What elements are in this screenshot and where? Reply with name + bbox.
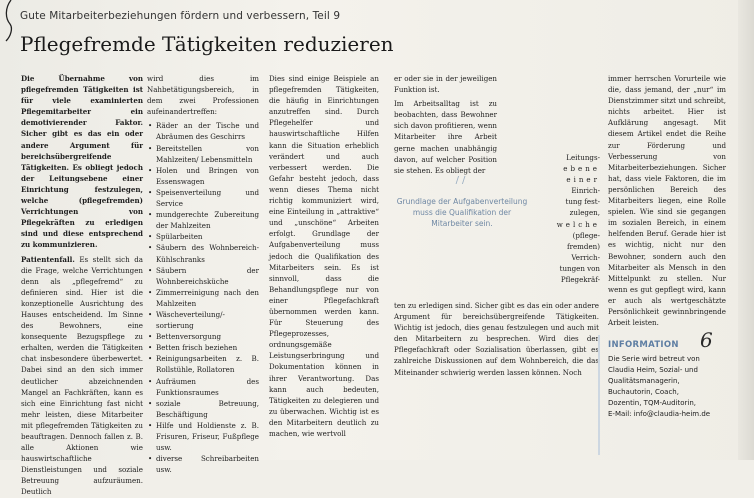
paragraph-lead: Patientenfall.	[21, 254, 75, 264]
series-number: 6	[700, 328, 713, 352]
list-item: • soziale Betreuung, Beschäftigung	[147, 398, 259, 420]
body-paragraph: ten zu erledigen sind. Sicher gibt es das ein oder andere Argument für bereichsübergreifende Tätigkeiten. Wichtig ist jedoch, dies genau festzulegen und auch mit den Mitarbeitern zu besprechen. Wird dies der Pflegefachkraft oder Sozialisation überlassen, gibt es zahlreiche Diskussionen auf dem Wohnbereich, die das Miteinander schwierig werden lassen können. Noch	[394, 301, 599, 377]
body-paragraph: Im Arbeitsalltag ist zu beobachten, dass Bewohner sich davon profitieren, wenn Mitarbeiter ihre Arbeit gerne machen unabhängig davon, auf welcher Position sie stehen. Es obliegt der	[394, 99, 497, 175]
info-line: Qualitätsmanagerin,	[608, 377, 680, 385]
body-paragraph: immer herrschen Vorurteile wie die, dass jemand, der „nur“ im Dienstzimmer sitzt und schreibt, nichts arbeitet. Hier ist Aufklärung angesagt. Mit diesem Artikel endet die Reihe zur Förderung und Verbesserung von Mitarbeiterbeziehungen. Sicher hat, dass viele Faktoren, die im persönlichen Bereich des Mitarbeiters liegen, eine Rolle spielen. Wie sind sie gegangen im sozialen Bereich, in einem helfenden Beruf. Gerade hier ist es wichtig, nicht nur den Bewohner, sondern auch den Mitarbeiter als Mensch in den Mittelpunkt zu stellen. Nur wenn es gut gepflegt wird, kann er auch als wertgeschätzte Persönlichkeit gewinnbringende Arbeit leisten.	[608, 74, 726, 328]
list-item: • Reinigungsarbeiten z. B. Rollstühle, Rollatoren	[147, 353, 259, 375]
spread-line: fremden)	[566, 241, 600, 251]
spread-line: ebene	[563, 164, 600, 174]
list-item: • Bettenversorgung	[147, 331, 259, 342]
clip-hook-icon	[3, 0, 15, 42]
list-item: • Säubern der Wohnbereichsküche	[147, 265, 259, 287]
info-body	[608, 354, 734, 420]
list-item: • Aufräumen des Funktionsraumes	[147, 376, 259, 398]
spread-line: Pflegekräf-	[560, 275, 600, 285]
spread-line: (pflege-	[572, 230, 600, 240]
list-item: • mundgerechte Zubereitung der Mahlzeiten	[147, 209, 259, 231]
list-item: • Wäscheverteilung/-sortierung	[147, 309, 259, 331]
spread-line: tungen von	[559, 263, 600, 273]
pull-quote	[392, 175, 532, 270]
info-heading: INFORMATION	[608, 340, 679, 350]
body-paragraph: Dies sind einige Beispiele an pflegefremden Tätigkeiten, die häufig in Einrichtungen anzutreffen sind. Durch Pflegehelfer und hauswirtschaftliche Hilfen kann die Situation erheblich verändert und auch verbessert werden. Die Gefahr besteht jedoch, dass wenn dieses Thema nicht richtig kommuniziert wird, eine Einteilung in „attraktive“ und „unschöne“ Arbeiten erfolgt. Grundlage der Aufgabenverteilung muss jedoch die Qualifikation des Mitarbeiters sein. Es ist sinnvoll, dass die Behandlungspflege nur von einer Pflegefachkraft übernommen werden kann. Für Steuerung des Pflegeprozesses, ordnungsgemäße Leistungserbringung und Dokumentation können in ihrer Verantwortung. Das kann auch bedeuten, Tätigkeiten zu delegieren und zu überwachen. Wichtig ist es den Mitarbeitern deutlich zu machen, wie wertvoll	[269, 74, 379, 438]
pull-quote-text: Grundlage der Aufgabenverteilung muss die Qualifikation der Mitarbeiter sein.	[396, 197, 528, 228]
info-line: Claudia Heim, Sozial- und	[608, 366, 698, 374]
column-2	[147, 73, 259, 475]
paragraph-text: Es stellt sich da die Frage, welche Verrichtungen denn als „pflegefremd“ zu definieren sind. Hier ist die konzeptionelle Ausrichtung des Hauses entscheidend. Im Sinne des Bewohners, eine konsequente Bezugspflege zu erhalten, werden die Tätigkeiten chat insbesondere überbewertet. Dabei sind an den sich immer deutlicher abzeichnenden Mangel an Fachkräften, kann es sich eine Einrichtung fast nicht mehr leisten, diese Mitarbeiter mit pflegefremden Tätigkeiten zu beauftragen. Dennoch fallen z. B. alle Aktionen wie hauswirtschaftliche Dienstleistungen und soziale Betreuung aufzuräumen. Deutlich	[21, 254, 143, 497]
column-3	[269, 73, 379, 460]
column-4-bottom	[394, 300, 599, 460]
column-4	[394, 73, 497, 183]
list-item: • diverse Schreibarbeiten usw.	[147, 453, 259, 475]
list-intro: wird dies im Nahbetätigungsbereich, in dem zwei Professionen aufeinandertreffen:	[147, 74, 259, 117]
column-5-narrow	[540, 152, 600, 302]
list-item: • Räder an der Tische und Abräumen des Geschirrs	[147, 120, 259, 142]
page-edge	[738, 0, 754, 460]
spread-line: Einrich-	[571, 186, 600, 196]
info-line: Buchautorin, Coach,	[608, 388, 679, 396]
spread-line: einer	[566, 175, 600, 185]
list-item: • Bereitstellen von Mahlzeiten/ Lebensmitteln	[147, 143, 259, 165]
body-paragraph	[21, 254, 143, 498]
list-item: • Holen und Bringen von Essenswagen	[147, 165, 259, 187]
info-line: Die Serie wird betreut von	[608, 355, 700, 363]
task-list	[147, 120, 259, 475]
article-headline: Pflegefremde Tätigkeiten reduzieren	[20, 32, 394, 56]
list-item: • Säubern des Wohnbereich-Kühlschranks	[147, 242, 259, 264]
info-line: E-Mail: info@claudia-heim.de	[608, 410, 711, 418]
spread-line: tung fest-	[565, 197, 600, 207]
list-item: • Speisenverteilung und Service	[147, 187, 259, 209]
list-item: • Spülarbeiten	[147, 231, 259, 242]
list-item: • Betten frisch beziehen	[147, 342, 259, 353]
spread-line: welche	[556, 219, 600, 229]
list-item: • Zimmerreinigung nach den Mahlzeiten	[147, 287, 259, 309]
article-kicker: Gute Mitarbeiterbeziehungen fördern und verbessern, Teil 9	[20, 10, 341, 22]
column-1	[21, 73, 143, 497]
quote-mark: //	[455, 175, 469, 186]
info-line: Dozentin, TQM-Auditorin,	[608, 399, 696, 407]
spread-line: Leitungs-	[566, 153, 600, 162]
spread-line: Verrich-	[571, 252, 600, 262]
column-6	[608, 73, 726, 335]
intro-paragraph: Die Übernahme von pflegefremden Tätigkeiten ist für viele examinierten Pflegemitarbeiter ein demotivierender Faktor. Sicher gibt es das ein oder andere Argument für bereichsübergreifende Tätigkeiten. Es obliegt jedoch der Leitungsebene einer Einrichtung festzulegen, welche (pflegefremden) Verrichtungen von Pflegekräften zu erledigen sind und diese entsprechend zu kommunizieren.	[21, 74, 143, 250]
list-item: • Hilfe und Holdienste z. B. Frisuren, Friseur, Fußpflege usw.	[147, 420, 259, 453]
body-paragraph: er oder sie in der jeweiligen Funktion ist.	[394, 74, 497, 95]
spread-line: zulegen,	[569, 208, 600, 218]
